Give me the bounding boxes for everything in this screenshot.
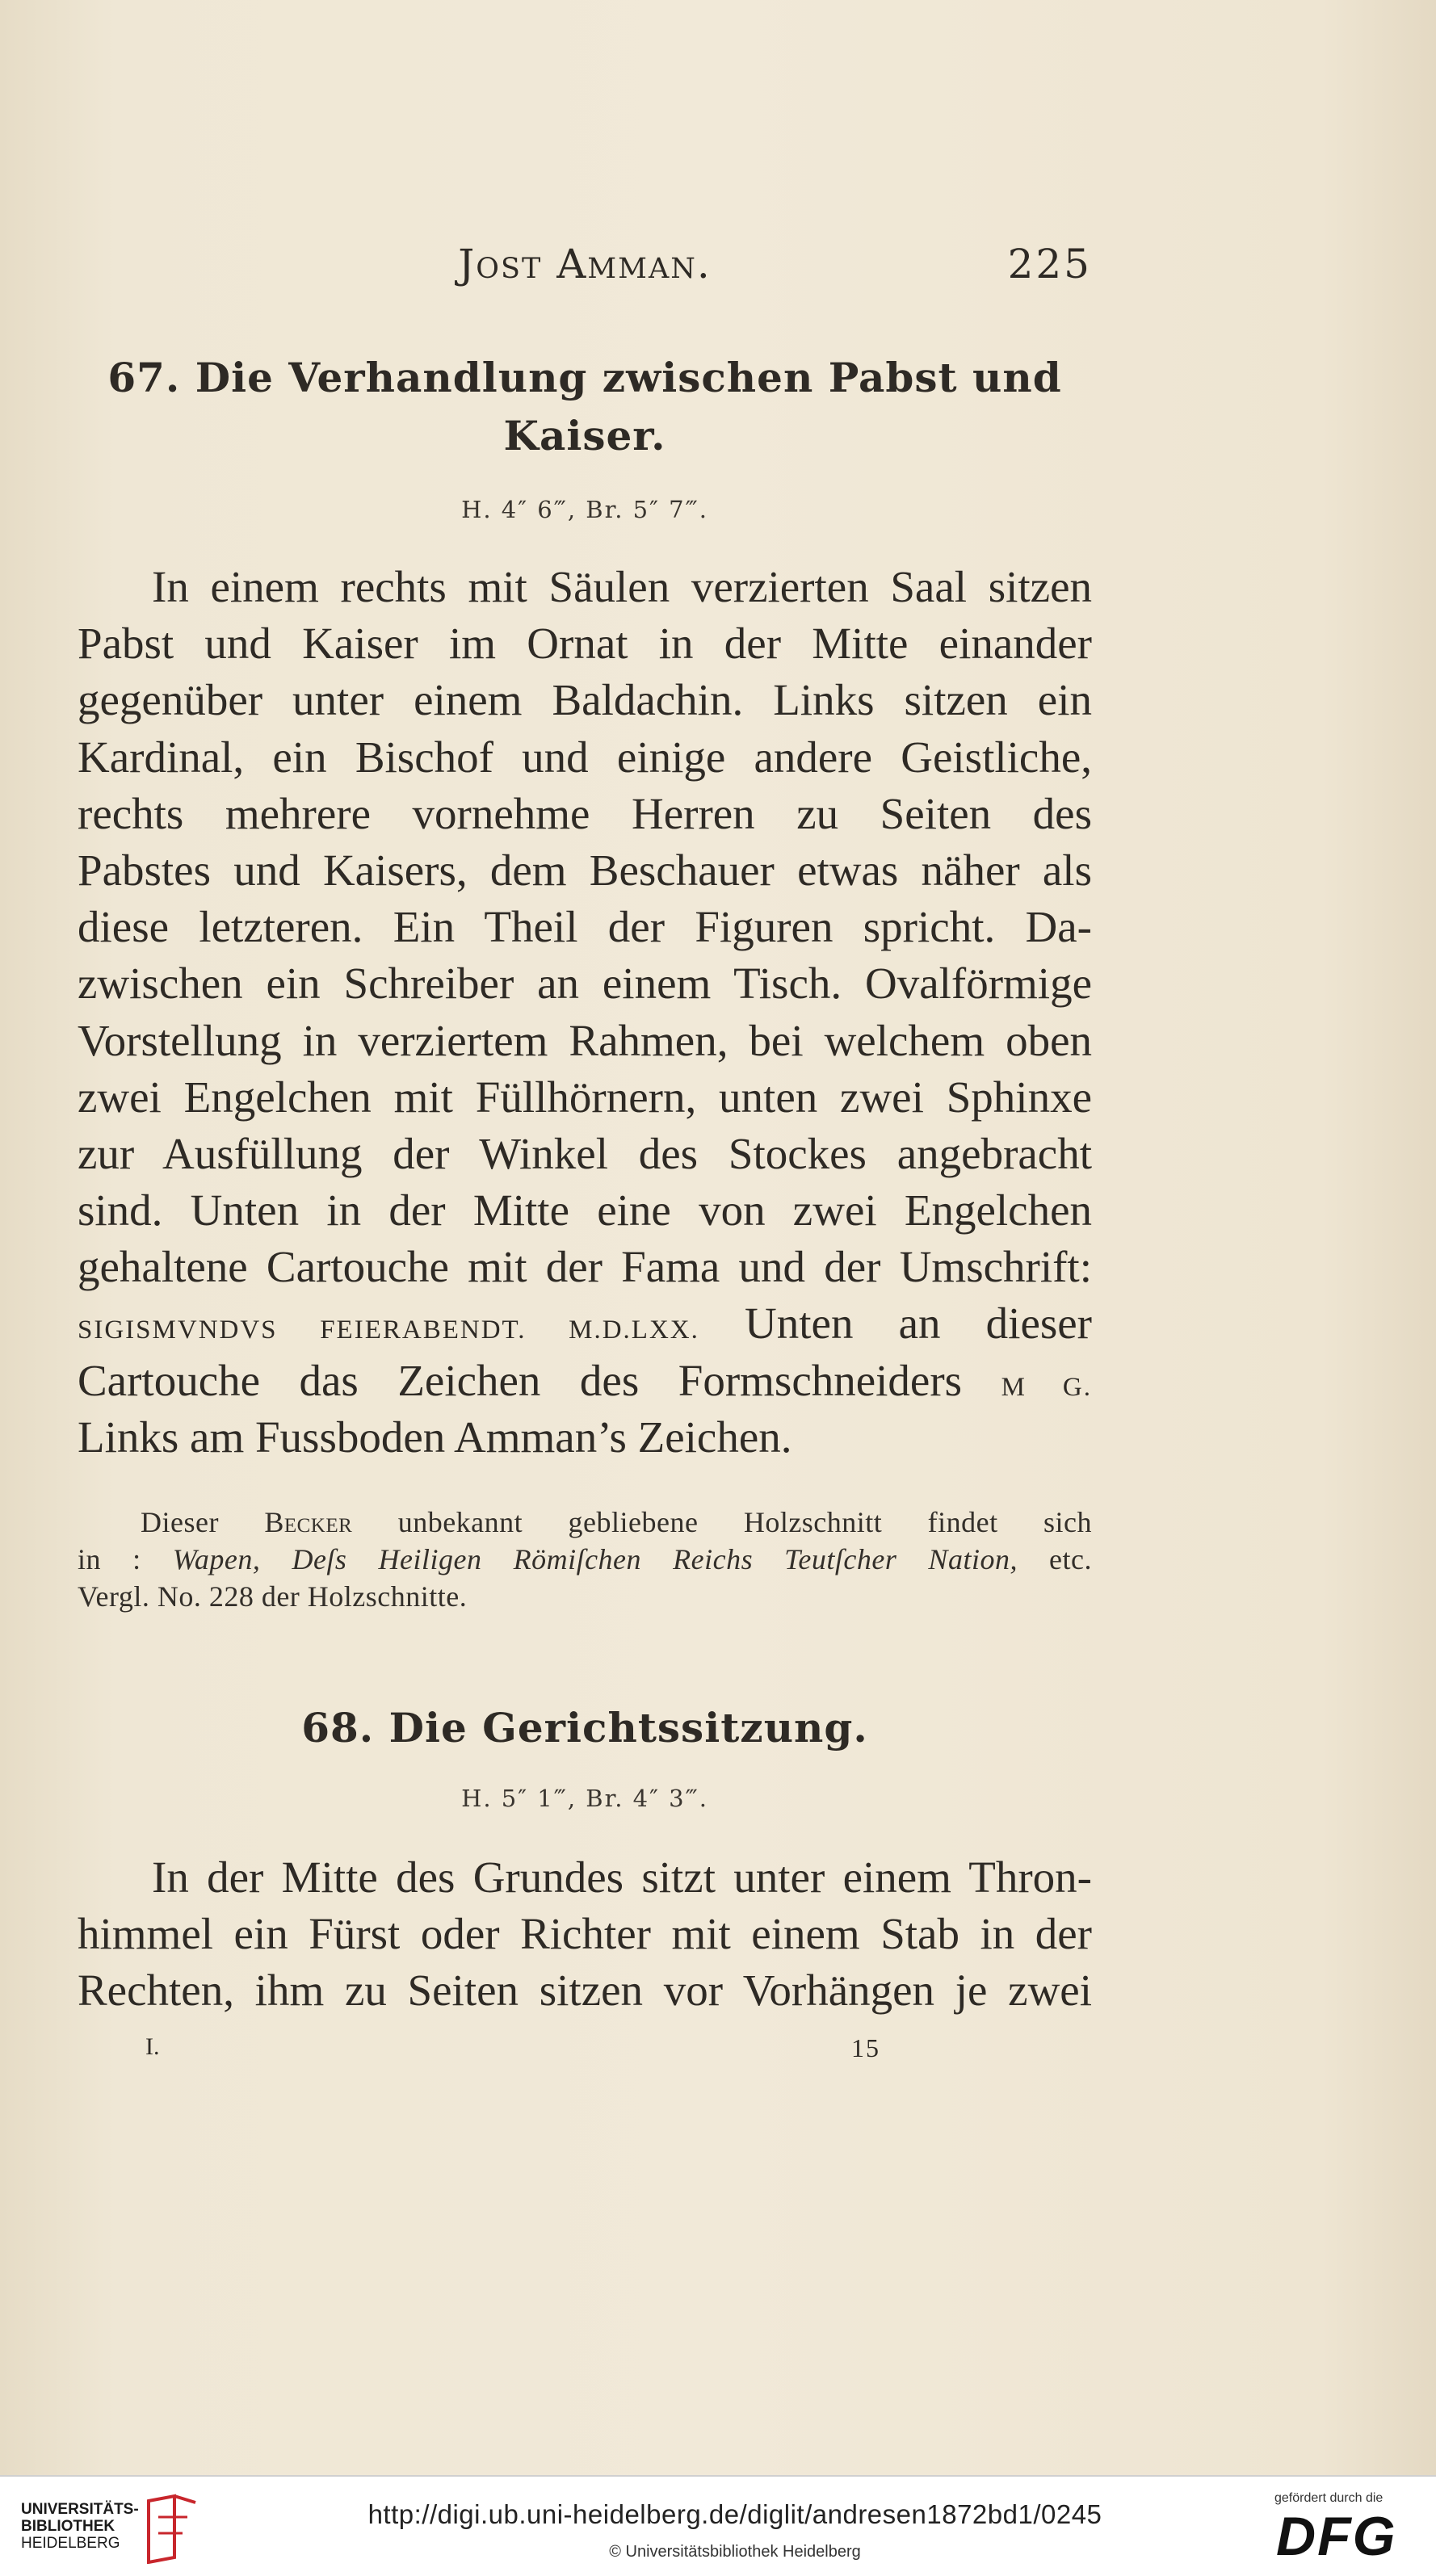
entry-68-description [78,1849,1092,2020]
entry-67-title-line-1: 67. Die Verhandlung zwischen Pabst und [107,354,1062,401]
text-line: zwischen ein Schreiber an einem Tisch. Ovalförmige [78,959,1092,1009]
viewer-footer [0,2475,1436,2576]
running-head [78,241,1092,297]
text-line: SIGISMVNDVS FEIERABENDT. M.D.LXX. Unten an dieser [78,1298,1092,1349]
text-line: Kardinal, ein Bischof und einige andere Geistliche, [78,732,1092,782]
monogram: M G. [1001,1372,1092,1402]
entry-68-title: 68. Die Gerichtssitzung. [301,1704,868,1752]
text-line: sind. Unten in der Mitte eine von zwei Engelchen [78,1185,1092,1236]
text-line: In einem rechts mit Säulen verzierten Saal sitzen [152,562,1092,611]
text-line: In der Mitte des Grundes sitzt unter einem Thron- [152,1852,1092,1902]
source-title: Wapen, Deſs Heiligen Römiſchen Reichs Teutſcher Nation, [172,1543,1018,1575]
text-line: himmel ein Fürst oder Richter mit einem Stab in der [78,1909,1092,1959]
text-line: zwei Engelchen mit Füllhörnern, unten zwei Sphinxe [78,1072,1092,1122]
note-line: Vergl. No. 228 der Holzschnitte. [78,1580,468,1613]
text-line: Vorstellung in verziertem Rahmen, bei welchem oben [78,1015,1092,1065]
text-line: zur Ausfüllung der Winkel des Stockes angebracht [78,1128,1092,1178]
entry-67-note [78,1504,1092,1615]
sheet-number: 15 [851,2033,880,2062]
page-number: 225 [1007,241,1092,287]
funding-caption: gefördert durch die [1274,2491,1384,2505]
text-line: diese letzteren. Ein Theil der Figuren spricht. Da- [78,902,1092,952]
text-line: gehaltene Cartouche mit der Fama und der Umschrift: [78,1242,1092,1292]
text-line: Pabstes und Kaisers, dem Beschauer etwas näher als [78,845,1092,895]
library-emblem-icon [142,2493,200,2564]
entry-68-dimensions: H. 5″ 1‴, Br. 4″ 3‴. [461,1785,708,1812]
copyright-notice: © Universitätsbibliothek Heidelberg [609,2543,861,2561]
inscription: SIGISMVNDVS FEIERABENDT. M.D.LXX. [78,1315,699,1345]
running-head-author: Jost Amman. [458,241,712,287]
author-name: Becker [264,1506,353,1538]
signature-mark: I. [145,2033,160,2060]
library-logo[interactable]: UNIVERSITÄTS- BIBLIOTHEK HEIDELBERG [21,2501,139,2552]
text-line: rechts mehrere vornehme Herren zu Seiten des [78,788,1092,838]
note-line: in : Wapen, Deſs Heiligen Römiſchen Reichs Teutſcher Nation, etc. [78,1543,1093,1575]
entry-67-description [78,559,1092,1466]
permalink-url[interactable]: http://digi.ub.uni-heidelberg.de/diglit/andresen1872bd1/0245 [367,2499,1102,2529]
text-line: gegenüber unter einem Baldachin. Links sitzen ein [78,675,1092,725]
entry-67-title-line-2: Kaiser. [503,412,666,459]
dfg-logo[interactable]: DFG [1276,2506,1397,2567]
text-line: Pabst und Kaiser im Ornat in der Mitte einander [78,619,1092,669]
entry-67-dimensions: H. 4″ 6‴, Br. 5″ 7‴. [461,496,708,523]
text-line: Rechten, ihm zu Seiten sitzen vor Vorhängen je zwei [78,1966,1092,2016]
text-line: Cartouche das Zeichen des Formschneiders M G. [78,1355,1092,1405]
note-line: Dieser Becker unbekannt gebliebene Holzschnitt findet sich [141,1506,1092,1538]
text-line: Links am Fussboden Amman’s Zeichen. [78,1412,792,1462]
